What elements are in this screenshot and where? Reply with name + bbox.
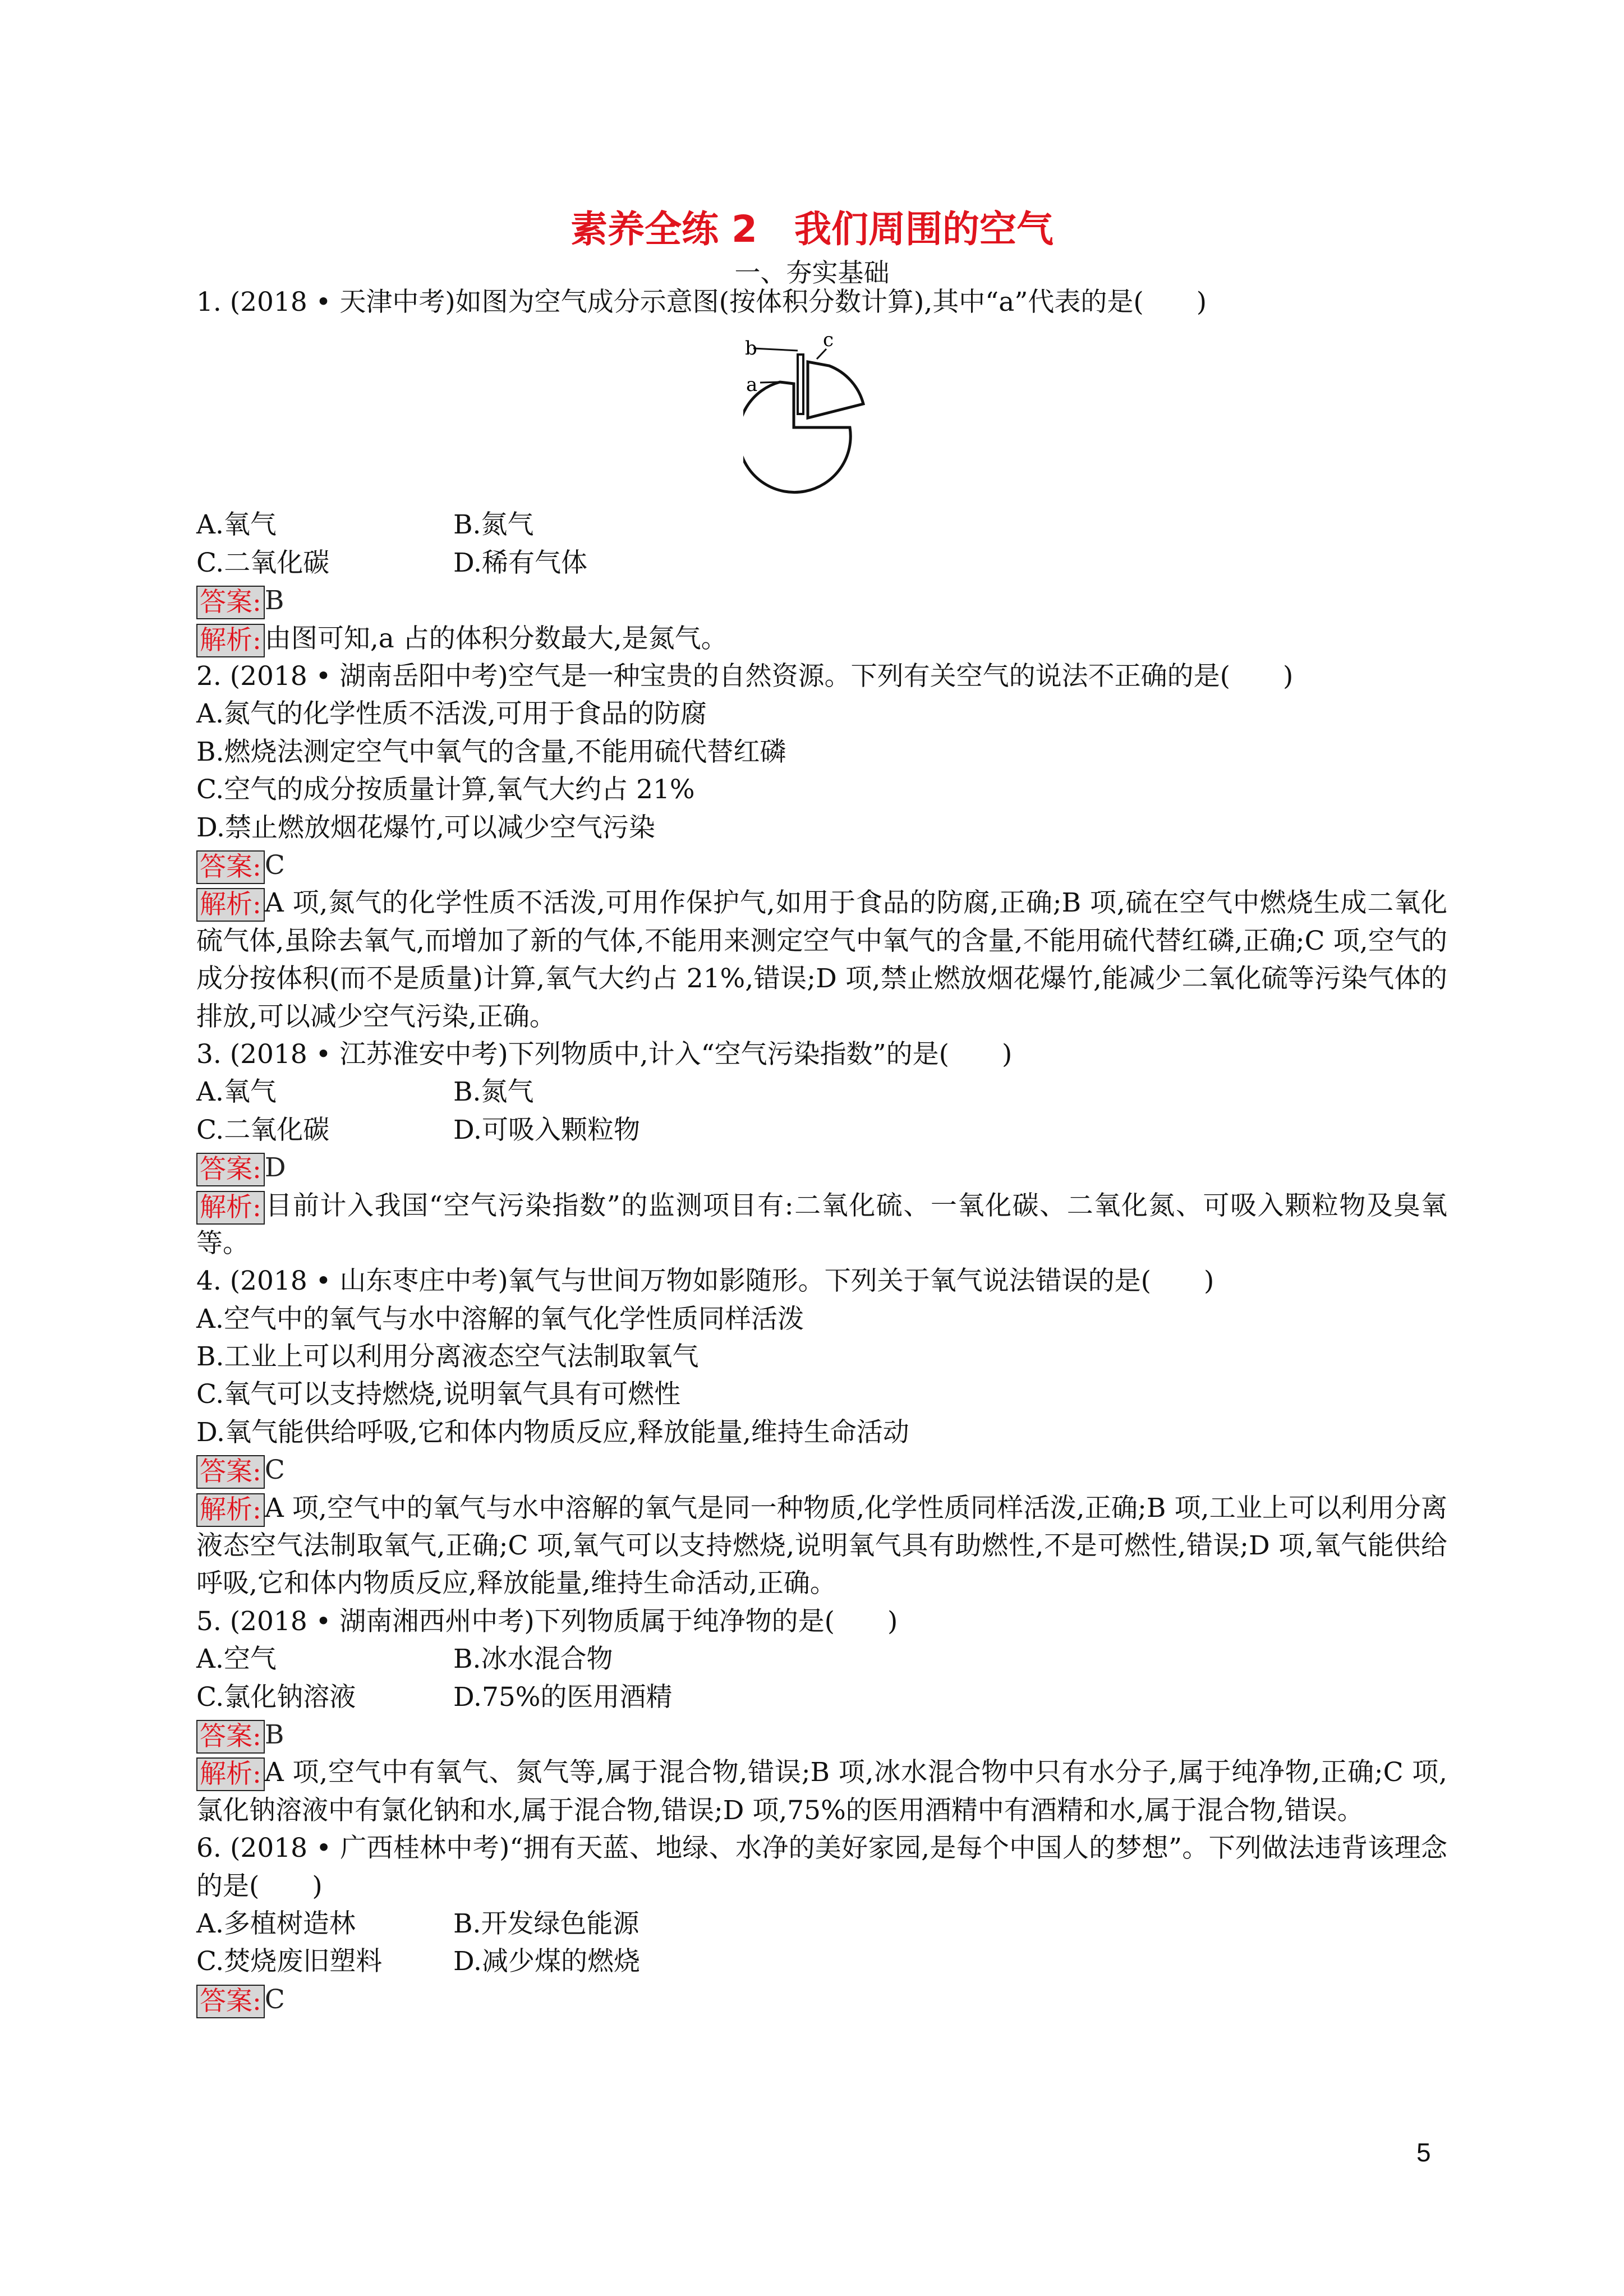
- answer-value: B: [264, 585, 284, 616]
- question-stem: 1. (2018 • 天津中考)如图为空气成分示意图(按体积分数计算),其中“a”代表的是( ): [196, 287, 1207, 318]
- analysis-tag: 解析:: [196, 1191, 265, 1225]
- answer-line: [196, 1149, 1447, 1186]
- answer-value: C: [264, 849, 285, 881]
- option: A.氧气: [196, 1076, 277, 1108]
- question-stem: 6. (2018 • 广西桂林中考)“拥有天蓝、地绿、水净的美好家园,是每个中国人的梦想”。下列做法违背该理念的是( ): [196, 1833, 1447, 1902]
- answer-value: C: [264, 1455, 285, 1486]
- pie-sector-b: [798, 355, 803, 414]
- answer-tag: 答案:: [196, 1720, 265, 1754]
- option: D.氧气能供给呼吸,它和体内物质反应,释放能量,维持生命活动: [196, 1416, 909, 1448]
- answer-line: [196, 582, 1447, 619]
- analysis-tag: 解析:: [196, 624, 265, 657]
- analysis-text: 由图可知,a 占的体积分数最大,是氮气。: [264, 623, 728, 654]
- air-composition-figure: [196, 321, 1447, 506]
- answer-line: [196, 846, 1447, 884]
- answer-value: B: [264, 1719, 284, 1751]
- analysis-tag: 解析:: [196, 1493, 265, 1527]
- option: D.可吸入颗粒物: [453, 1114, 640, 1145]
- option-row: [196, 506, 1447, 544]
- label-b: b: [745, 337, 757, 360]
- answer-tag: 答案:: [196, 586, 265, 619]
- analysis-line: [196, 884, 1447, 1036]
- option-row: [196, 1640, 1447, 1678]
- option: C.焚烧废旧塑料: [196, 1946, 383, 1977]
- answer-tag: 答案:: [196, 1985, 265, 2018]
- option: B.冰水混合物: [453, 1644, 613, 1675]
- option: C.二氧化碳: [196, 1114, 330, 1145]
- section-heading: 一、夯实基础: [734, 257, 890, 288]
- option: D.减少煤的燃烧: [453, 1946, 640, 1977]
- analysis-line: [196, 1187, 1447, 1263]
- option: C.二氧化碳: [196, 547, 330, 578]
- option-row: [196, 1905, 1447, 1943]
- option-row: [196, 544, 1447, 582]
- option: D.75%的医用酒精: [453, 1681, 673, 1713]
- analysis-text: A 项,空气中的氧气与水中溶解的氧气是同一种物质,化学性质同样活泼,正确;B 项,工业上可以利用分离液态空气法制取氧气,正确;C 项,氧气可以支持燃烧,说明氧气具有助燃性,不是可燃性,错误;D 项,氧气能供给呼吸,它和体内物质反应,释放能量,维持生命活动,正确。: [196, 1492, 1447, 1599]
- analysis-line: [196, 1754, 1447, 1829]
- answer-tag: 答案:: [196, 1455, 265, 1489]
- option: B.氮气: [453, 509, 534, 541]
- question-stem: 3. (2018 • 江苏淮安中考)下列物质中,计入“空气污染指数”的是( ): [196, 1038, 1013, 1070]
- analysis-line: [196, 1489, 1447, 1603]
- pie-sector-c: [808, 362, 863, 418]
- analysis-text: 目前计入我国“空气污染指数”的监测项目有:二氧化硫、一氧化碳、二氧化氮、可吸入颗粒物及臭氧等。: [196, 1190, 1447, 1259]
- option-row: [196, 1111, 1447, 1149]
- option: C.氧气可以支持燃烧,说明氧气具有可燃性: [196, 1379, 681, 1410]
- option-row: [196, 1073, 1447, 1111]
- label-c: c: [823, 329, 834, 352]
- page-title: 素养全练 2 我们周围的空气: [571, 208, 1053, 251]
- option: A.氧气: [196, 509, 277, 541]
- answer-value: D: [264, 1152, 286, 1184]
- option: B.氮气: [453, 1076, 534, 1108]
- page-number: 5: [1416, 2138, 1431, 2167]
- option: A.氮气的化学性质不活泼,可用于食品的防腐: [196, 698, 707, 730]
- analysis-text: A 项,空气中有氧气、氮气等,属于混合物,错误;B 项,冰水混合物中只有水分子,属于纯净物,正确;C 项,氯化钠溶液中有氯化钠和水,属于混合物,错误;D 项,75%的医用酒精中有酒精和水,属于混合物,错误。: [196, 1757, 1447, 1826]
- analysis-tag: 解析:: [196, 888, 265, 922]
- answer-tag: 答案:: [196, 850, 265, 884]
- label-a: a: [746, 374, 758, 397]
- question-stem: 5. (2018 • 湖南湘西州中考)下列物质属于纯净物的是( ): [196, 1605, 898, 1637]
- analysis-tag: 解析:: [196, 1757, 265, 1791]
- analysis-line: [196, 620, 1447, 657]
- question-stem: 2. (2018 • 湖南岳阳中考)空气是一种宝贵的自然资源。下列有关空气的说法不正确的是( ): [196, 660, 1294, 692]
- answer-tag: 答案:: [196, 1153, 265, 1186]
- option: A.多植树造林: [196, 1908, 356, 1940]
- option: C.氯化钠溶液: [196, 1681, 356, 1713]
- answer-line: [196, 1451, 1447, 1489]
- option: C.空气的成分按质量计算,氧气大约占 21%: [196, 774, 695, 806]
- question-list: [196, 283, 1447, 2018]
- answer-line: [196, 1716, 1447, 1754]
- option: B.工业上可以利用分离液态空气法制取氧气: [196, 1341, 699, 1373]
- option-row: [196, 1678, 1447, 1716]
- question-stem: 4. (2018 • 山东枣庄中考)氧气与世间万物如影随形。下列关于氧气说法错误的是( ): [196, 1266, 1214, 1297]
- option-row: [196, 1943, 1447, 1980]
- option: D.稀有气体: [453, 547, 587, 578]
- option: A.空气: [196, 1644, 277, 1675]
- option: A.空气中的氧气与水中溶解的氧气化学性质同样活泼: [196, 1303, 804, 1335]
- option: B.开发绿色能源: [453, 1908, 640, 1940]
- answer-line: [196, 1981, 1447, 2018]
- option: D.禁止燃放烟花爆竹,可以减少空气污染: [196, 812, 655, 843]
- answer-value: C: [264, 1984, 285, 2015]
- option: B.燃烧法测定空气中氧气的含量,不能用硫代替红磷: [196, 736, 786, 767]
- analysis-text: A 项,氮气的化学性质不活泼,可用作保护气,如用于食品的防腐,正确;B 项,硫在空气中燃烧生成二氧化硫气体,虽除去氧气,而增加了新的气体,不能用来测定空气中氧气的含量,不能用硫代替红磷,正确;C 项,空气的成分按体积(而不是质量)计算,氧气大约占 21%,错误;D 项,禁止燃放烟花爆竹,能减少二氧化硫等污染气体的排放,可以减少空气污染,正确。: [196, 887, 1447, 1032]
